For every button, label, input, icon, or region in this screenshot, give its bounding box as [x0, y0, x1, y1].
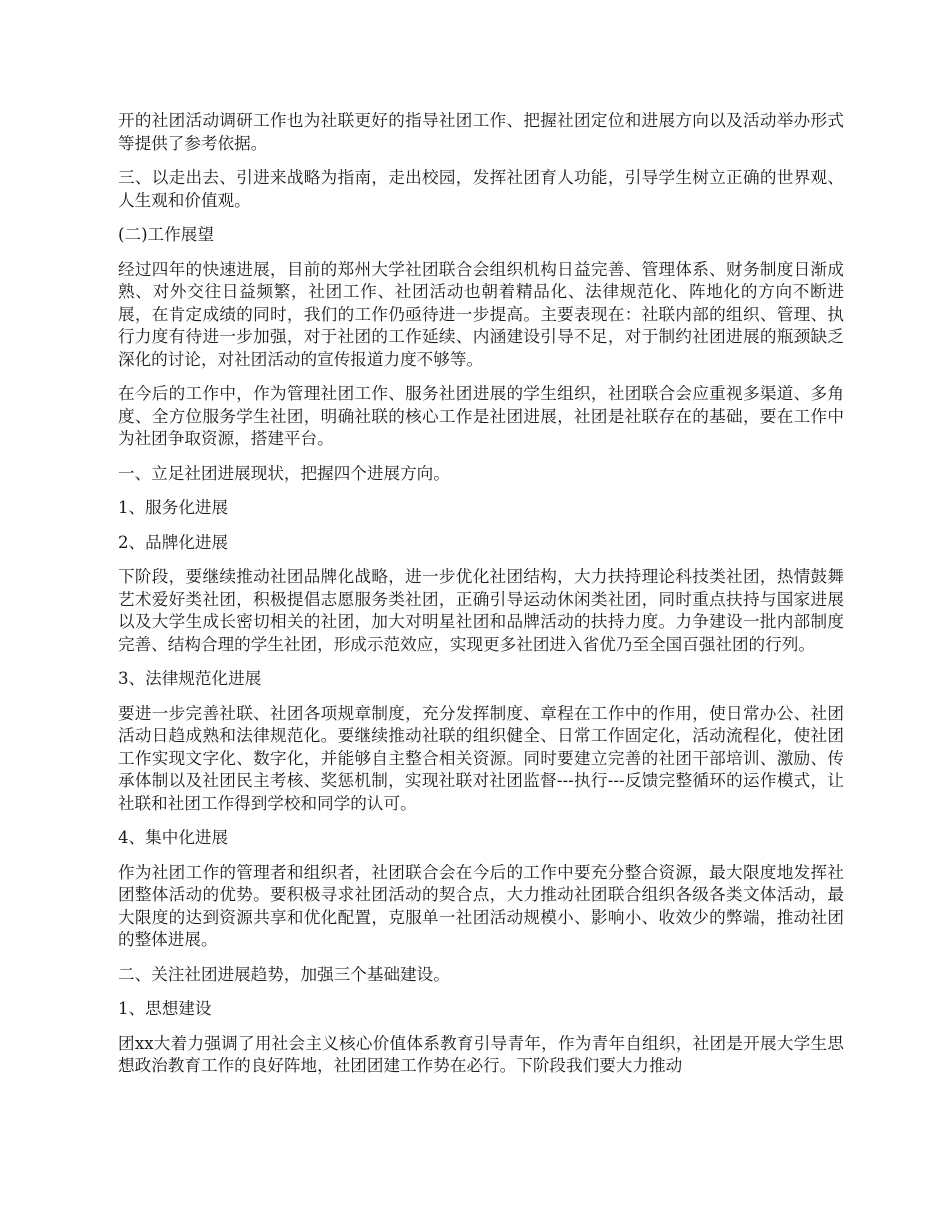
paragraph-brand-strategy: 下阶段，要继续推动社团品牌化战略，进一步优化社团结构，大力扶持理论科技类社团，热情鼓舞艺术爱好类社团，积极提倡志愿服务类社团，正确引导运动休闲类社团，同时重点扶持与国家进展以及大学生成长密切相关的社团，加大对明星社团和品牌活动的扶持力度。力争建设一批内部制度完善、结构合理的学生社团，形成示范效应，实现更多社团进入省优乃至全国百强社团的行列。: [118, 567, 844, 654]
heading-centralization: 4、集中化进展: [118, 828, 229, 847]
heading-part-one: 一、立足社团进展现状，把握四个进展方向。: [118, 463, 450, 483]
paragraph-legal-standardization: 要进一步完善社联、社团各项规章制度，充分发挥制度、章程在工作中的作用，使日常办公、社团活动日趋成熟和法律规范化。要继续推动社联的组织健全、日常工作固定化，活动流程化，使社团工作实现文字化、数字化，并能够自主整合相关资源。同时要建立完善的社团干部培训、激励、传承体制以及社团民主考核、奖惩机制，实现社联对社团监督---执行---反馈完整循环的运作模式，让社联和社团工作得到学校和同学的认可。: [118, 703, 844, 813]
paragraph-strategy-three: 三、以走出去、引进来战略为指南，走出校园，发挥社团育人功能，引导学生树立正确的世界观、人生观和价值观。: [118, 168, 844, 210]
heading-brand-progress: 2、品牌化进展: [118, 532, 229, 552]
paragraph-continuation: 开的社团活动调研工作也为社联更好的指导社团工作、把握社团定位和进展方向以及活动举办形式等提供了参考依据。: [118, 111, 844, 153]
paragraph-centralization: 作为社团工作的管理者和组织者，社团联合会在今后的工作中要充分整合资源，最大限度地发挥社团整体活动的优势。要积极寻求社团活动的契合点，大力推动社团联合组织各级各类文体活动，最大限度的达到资源共享和优化配置，克服单一社团活动规模小、影响小、收效少的弊端，推动社团的整体进展。: [118, 862, 844, 949]
heading-service-progress: 1、服务化进展: [118, 498, 229, 517]
section-heading-work-outlook: (二)工作展望: [118, 225, 214, 244]
document-body: [118, 110, 844, 1090]
heading-ideological-building: 1、思想建设: [118, 999, 212, 1018]
paragraph-ideological-building: 团xx大着力强调了用社会主义核心价值体系教育引导青年，作为青年自组织，社团是开展大学生思想政治教育工作的良好阵地，社团团建工作势在必行。下阶段我们要大力推动: [118, 1033, 844, 1075]
heading-part-two: 二、关注社团进展趋势，加强三个基础建设。: [118, 964, 450, 984]
heading-legal-standardization: 3、法律规范化进展: [118, 669, 262, 688]
paragraph-four-years-progress: 经过四年的快速进展，目前的郑州大学社团联合会组织机构日益完善、管理体系、财务制度日渐成熟、对外交往日益频繁，社团工作、社团活动也朝着精品化、法律规范化、阵地化的方向不断进展，在肯定成绩的同时，我们的工作仍亟待进一步提高。主要表现在：社联内部的组织、管理、执行力度有待进一步加强，对于社团的工作延续、内涵建设引导不足，对于制约社团进展的瓶颈缺乏深化的讨论，对社团活动的宣传报道力度不够等。: [118, 259, 844, 369]
paragraph-future-work: 在今后的工作中，作为管理社团工作、服务社团进展的学生组织，社团联合会应重视多渠道、多角度、全方位服务学生社团，明确社联的核心工作是社团进展，社团是社联存在的基础，要在工作中为社团争取资源，搭建平台。: [118, 384, 844, 448]
